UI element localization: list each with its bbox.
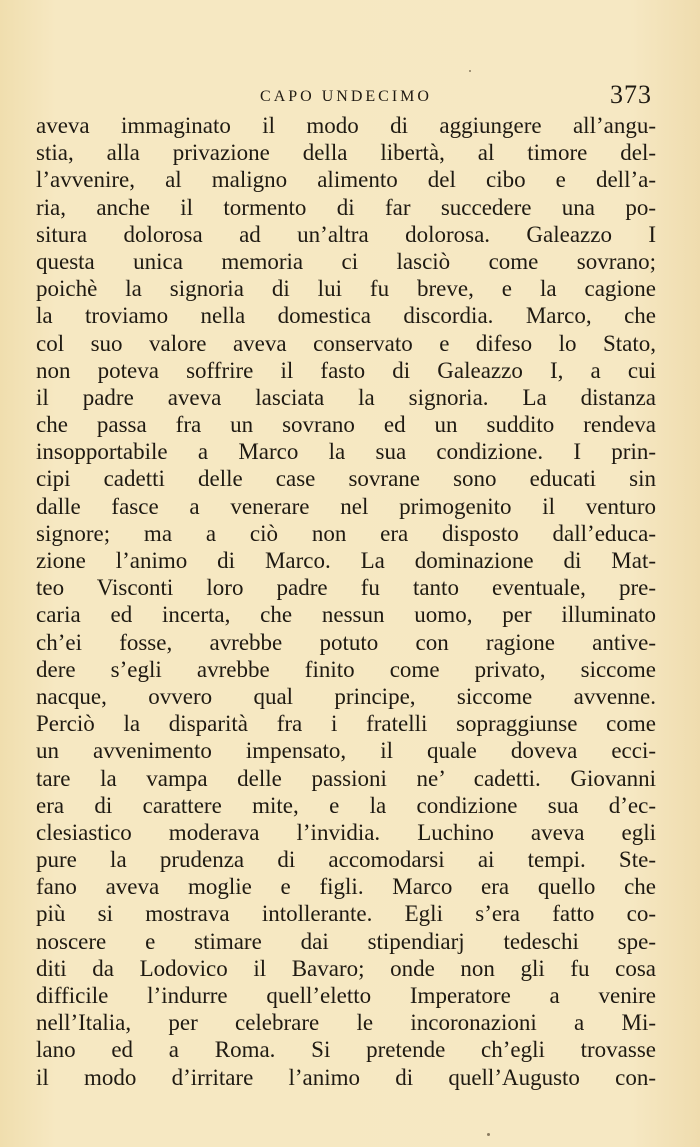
text-line: la troviamo nella domestica discordia. Marco, che — [36, 303, 656, 329]
text-line: insopportabile a Marco la sua condizione. I prin- — [36, 439, 656, 465]
text-line: pure la prudenza di accomodarsi ai tempi. Ste- — [36, 847, 656, 873]
paper-speck — [469, 70, 471, 72]
body-text — [36, 112, 656, 1091]
text-line: difficile l’indurre quell’eletto Imperatore a venire — [36, 983, 656, 1008]
text-line: non poteva soffrire il fasto di Galeazzo I, a cui — [36, 357, 656, 383]
text-line: diti da Lodovico il Bavaro; onde non gli fu cosa — [36, 955, 656, 981]
text-line: clesiastico moderava l’invidia. Luchino aveva egli — [36, 819, 656, 845]
running-head: CAPO UNDECIMO — [260, 88, 432, 105]
text-line: dalle fasce a venerare nel primogenito il venturo — [36, 493, 656, 519]
text-line: ria, anche il tormento di far succedere una po- — [36, 194, 656, 220]
text-line: cipi cadetti delle case sovrane sono educati sin — [36, 466, 656, 492]
text-line: col suo valore aveva conservato e difeso lo Stato, — [36, 330, 656, 356]
text-line: era di carattere mite, e la condizione sua d’ec- — [36, 792, 656, 818]
text-line: lano ed a Roma. Si pretende ch’egli trovasse — [36, 1037, 656, 1063]
text-line: nacque, ovvero qual principe, siccome avvenne. — [36, 683, 656, 709]
page-number: 373 — [610, 80, 652, 109]
text-line: poichè la signoria di lui fu breve, e la cagione — [36, 276, 656, 302]
text-line: più si mostrava intollerante. Egli s’era fatto co- — [36, 901, 656, 927]
text-line: situra dolorosa ad un’altra dolorosa. Galeazzo I — [36, 221, 656, 247]
text-line: il modo d’irritare l’animo di quell’Augusto con- — [36, 1064, 656, 1090]
text-line: noscere e stimare dai stipendiarj tedeschi spe- — [36, 928, 656, 954]
text-line: stia, alla privazione della libertà, al timore del- — [36, 140, 656, 166]
page-header — [36, 80, 656, 112]
text-line: tare la vampa delle passioni ne’ cadetti. Giovanni — [36, 765, 656, 791]
text-line: Perciò la disparità fra i fratelli sopraggiunse come — [36, 711, 656, 737]
text-line: teo Visconti loro padre fu tanto eventuale, pre- — [36, 575, 656, 601]
text-line: il padre aveva lasciata la signoria. La distanza — [36, 384, 656, 410]
text-line: caria ed incerta, che nessun uomo, per illuminato — [36, 602, 656, 628]
text-line: ch’ei fosse, avrebbe potuto con ragione antive- — [36, 629, 656, 655]
text-line: signore; ma a ciò non era disposto dall’educa- — [36, 520, 656, 546]
text-line: l’avvenire, al maligno alimento del cibo e dell’a- — [36, 167, 656, 193]
text-line: che passa fra un sovrano ed un suddito rendeva — [36, 412, 656, 438]
text-line: zione l’animo di Marco. La dominazione di Mat- — [36, 548, 656, 573]
paper-speck — [487, 1133, 490, 1136]
text-line: nell’Italia, per celebrare le incoronazioni a Mi- — [36, 1010, 656, 1036]
text-line: aveva immaginato il modo di aggiungere all’angu- — [36, 113, 656, 138]
text-line: questa unica memoria ci lasciò come sovrano; — [36, 248, 656, 274]
text-line: un avvenimento impensato, il quale doveva ecci- — [36, 738, 656, 764]
text-line: fano aveva moglie e figli. Marco era quello che — [36, 874, 656, 900]
text-line: dere s’egli avrebbe finito come privato, siccome — [36, 656, 656, 682]
